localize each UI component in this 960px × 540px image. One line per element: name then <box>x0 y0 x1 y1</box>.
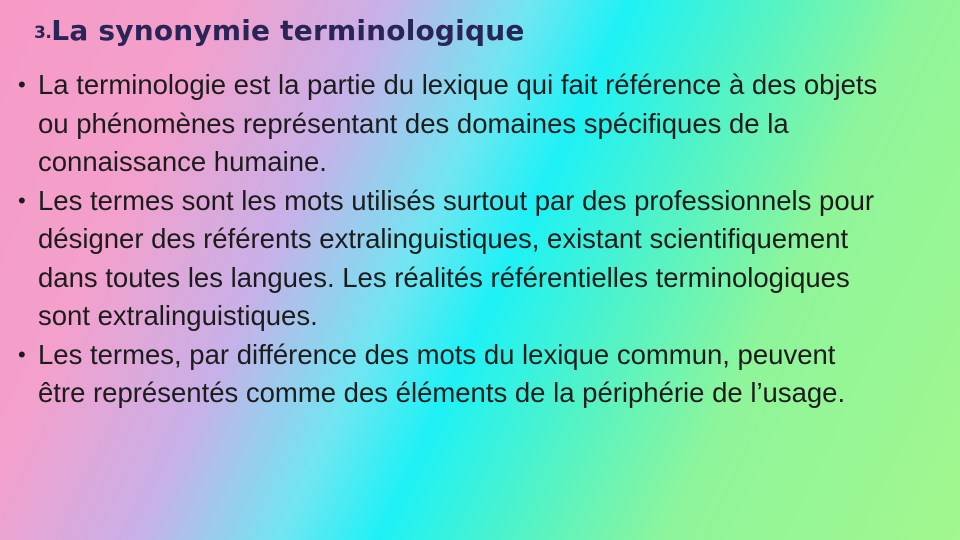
bullet-marker: • <box>18 72 26 97</box>
bullet-text: Les termes, par différence des mots du lexique commun, peuvent être représentés comme des éléments de la périphérie de l’usage. <box>38 338 846 408</box>
bullet-text: Les termes sont les mots utilisés surtout par des professionnels pour désigner des référents extralinguistiques, existant scientifiquement dans toutes les langues. Les réalités référentielles terminologiques sont extralinguistiques. <box>38 184 875 331</box>
bullet-list <box>18 66 890 413</box>
bullet-item <box>18 66 890 182</box>
slide-title-text: La synonymie terminologique <box>51 14 525 47</box>
slide-title-number: 3. <box>34 23 52 43</box>
bullet-item <box>18 336 890 413</box>
bullet-item <box>18 182 890 336</box>
bullet-marker: • <box>18 341 26 367</box>
slide-title <box>34 14 914 58</box>
bullet-marker: • <box>18 187 26 213</box>
bullet-text: La terminologie est la partie du lexique qui fait référence à des objets ou phénomènes représentant des domaines spécifiques de la connaissance humaine. <box>38 69 878 177</box>
